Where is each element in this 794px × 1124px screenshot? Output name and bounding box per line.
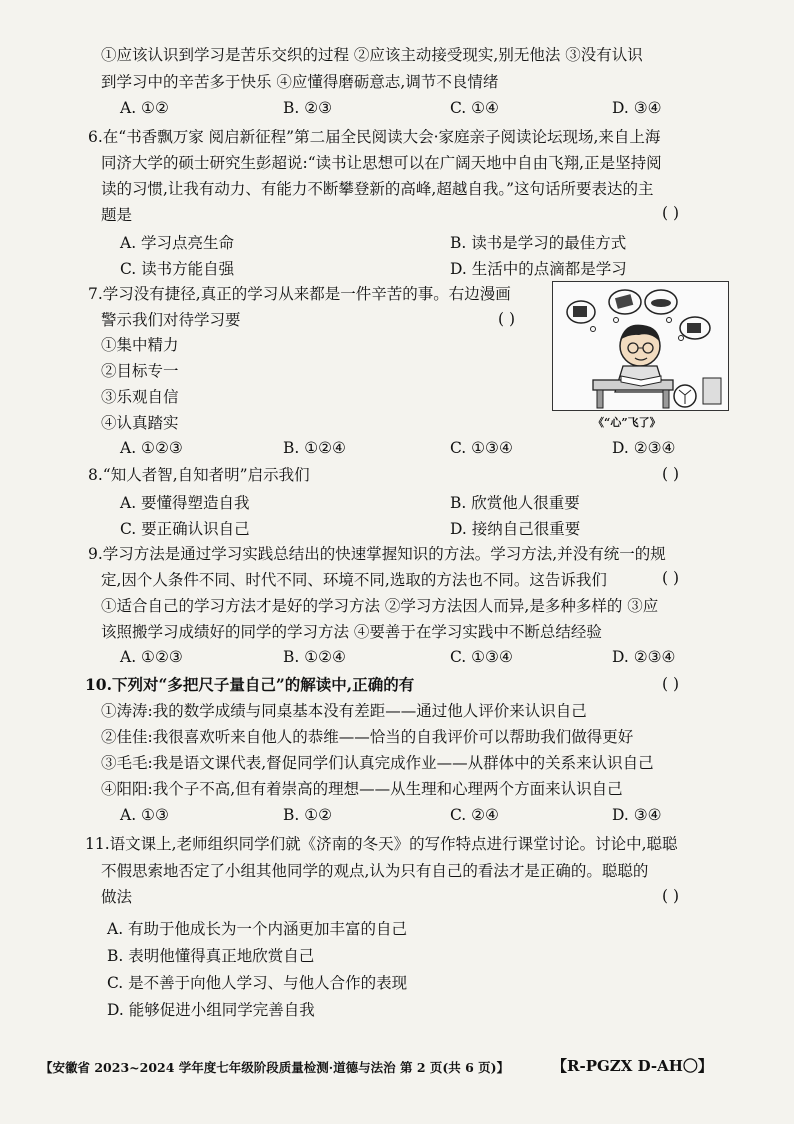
cartoon-drawing	[553, 282, 728, 410]
q7-answer-paren: ( )	[498, 310, 516, 328]
q10-option-b: B. ①②	[283, 806, 333, 824]
q7-item-1: ①集中精力	[101, 336, 179, 354]
q6-option-c: C. 读书方能自强	[120, 260, 235, 278]
q7-option-c: C. ①③④	[450, 439, 513, 457]
q9-option-b: B. ①②④	[283, 648, 346, 666]
q9-answer-paren: ( )	[662, 569, 680, 587]
q10-answer-paren: ( )	[662, 675, 680, 693]
q8-option-b: B. 欣赏他人很重要	[450, 494, 580, 512]
q8-stem: 8.“知人者智,自知者明”启示我们	[88, 466, 310, 484]
q11-option-b: B. 表明他懂得真正地欣赏自己	[107, 947, 315, 965]
cartoon-caption: 《“心”飞了》	[593, 416, 661, 429]
q9-option-d: D. ②③④	[612, 648, 676, 666]
q10-item-3: ③毛毛:我是语文课代表,督促同学们认真完成作业——从群体中的关系来认识自己	[101, 754, 654, 772]
q7-option-b: B. ①②④	[283, 439, 346, 457]
cartoon-illustration	[552, 281, 729, 411]
q6-answer-paren: ( )	[662, 204, 680, 222]
q8-option-a: A. 要懂得塑造自我	[120, 494, 250, 512]
q10-option-a: A. ①③	[120, 806, 169, 824]
q9-option-a: A. ①②③	[120, 648, 183, 666]
q6-stem-line4: 题是	[101, 206, 133, 224]
page-footer: 【安徽省 2023~2024 学年度七年级阶段质量检测·道德与法治 第 2 页(共 6 页)】	[40, 1060, 510, 1075]
q6-stem-line2: 同济大学的硕士研究生彭超说:“读书让思想可以在广阔天地中自由飞翔,正是坚持阅	[101, 154, 662, 172]
q11-stem-line3: 做法	[101, 888, 133, 906]
q9-stem-line2: 定,因个人条件不同、时代不同、环境不同,选取的方法也不同。这告诉我们	[101, 571, 607, 589]
q11-option-d: D. 能够促进小组同学完善自我	[107, 1001, 315, 1019]
exam-code: 【R-PGZX D-AH〇】	[552, 1057, 713, 1075]
q11-stem-line2: 不假思索地否定了小组其他同学的观点,认为只有自己的看法才是正确的。聪聪的	[101, 862, 649, 880]
q6-stem-line1: 6.在“书香飘万家 阅启新征程”第二届全民阅读大会·家庭亲子阅读论坛现场,来自上海	[88, 128, 661, 146]
q7-item-3: ③乐观自信	[101, 388, 179, 406]
q5-option-d: D. ③④	[612, 99, 662, 117]
q5-statement-line1: ①应该认识到学习是苦乐交织的过程 ②应该主动接受现实,别无他法 ③没有认识	[101, 46, 643, 64]
q11-stem-line1: 11.语文课上,老师组织同学们就《济南的冬天》的写作特点进行课堂讨论。讨论中,聪聪	[85, 835, 678, 853]
q5-option-c: C. ①④	[450, 99, 499, 117]
q5-option-a: A. ①②	[120, 99, 169, 117]
q7-stem-line2: 警示我们对待学习要	[101, 311, 241, 329]
q7-option-a: A. ①②③	[120, 439, 183, 457]
q10-option-c: C. ②④	[450, 806, 499, 824]
q8-option-c: C. 要正确认识自己	[120, 520, 250, 538]
q8-option-d: D. 接纳自己很重要	[450, 520, 581, 538]
q7-item-4: ④认真踏实	[101, 414, 179, 432]
q10-stem: 10.下列对“多把尺子量自己”的解读中,正确的有	[85, 675, 415, 694]
q6-option-d: D. 生活中的点滴都是学习	[450, 260, 627, 278]
q5-option-b: B. ②③	[283, 99, 333, 117]
q8-answer-paren: ( )	[662, 465, 680, 483]
q9-statement-line1: ①适合自己的学习方法才是好的学习方法 ②学习方法因人而异,是多种多样的 ③应	[101, 597, 659, 615]
q10-item-1: ①涛涛:我的数学成绩与同桌基本没有差距——通过他人评价来认识自己	[101, 702, 587, 720]
q10-option-d: D. ③④	[612, 806, 662, 824]
q6-option-b: B. 读书是学习的最佳方式	[450, 234, 627, 252]
q11-answer-paren: ( )	[662, 887, 680, 905]
q7-stem-line1: 7.学习没有捷径,真正的学习从来都是一件辛苦的事。右边漫画	[88, 285, 511, 303]
q9-option-c: C. ①③④	[450, 648, 513, 666]
q5-statement-line2: 到学习中的辛苦多于快乐 ④应懂得磨砺意志,调节不良情绪	[101, 73, 499, 91]
q6-stem-line3: 读的习惯,让我有动力、有能力不断攀登新的高峰,超越自我。”这句话所要表达的主	[101, 180, 654, 198]
q10-item-4: ④阳阳:我个子不高,但有着崇高的理想——从生理和心理两个方面来认识自己	[101, 780, 623, 798]
q9-statement-line2: 该照搬学习成绩好的同学的学习方法 ④要善于在学习实践中不断总结经验	[101, 623, 602, 641]
q10-item-2: ②佳佳:我很喜欢听来自他人的恭维——恰当的自我评价可以帮助我们做得更好	[101, 728, 634, 746]
q7-item-2: ②目标专一	[101, 362, 179, 380]
q6-option-a: A. 学习点亮生命	[120, 234, 235, 252]
q11-option-c: C. 是不善于向他人学习、与他人合作的表现	[107, 974, 408, 992]
q9-stem-line1: 9.学习方法是通过学习实践总结出的快速掌握知识的方法。学习方法,并没有统一的规	[88, 545, 666, 563]
q11-option-a: A. 有助于他成长为一个内涵更加丰富的自己	[107, 920, 408, 938]
q7-option-d: D. ②③④	[612, 439, 676, 457]
